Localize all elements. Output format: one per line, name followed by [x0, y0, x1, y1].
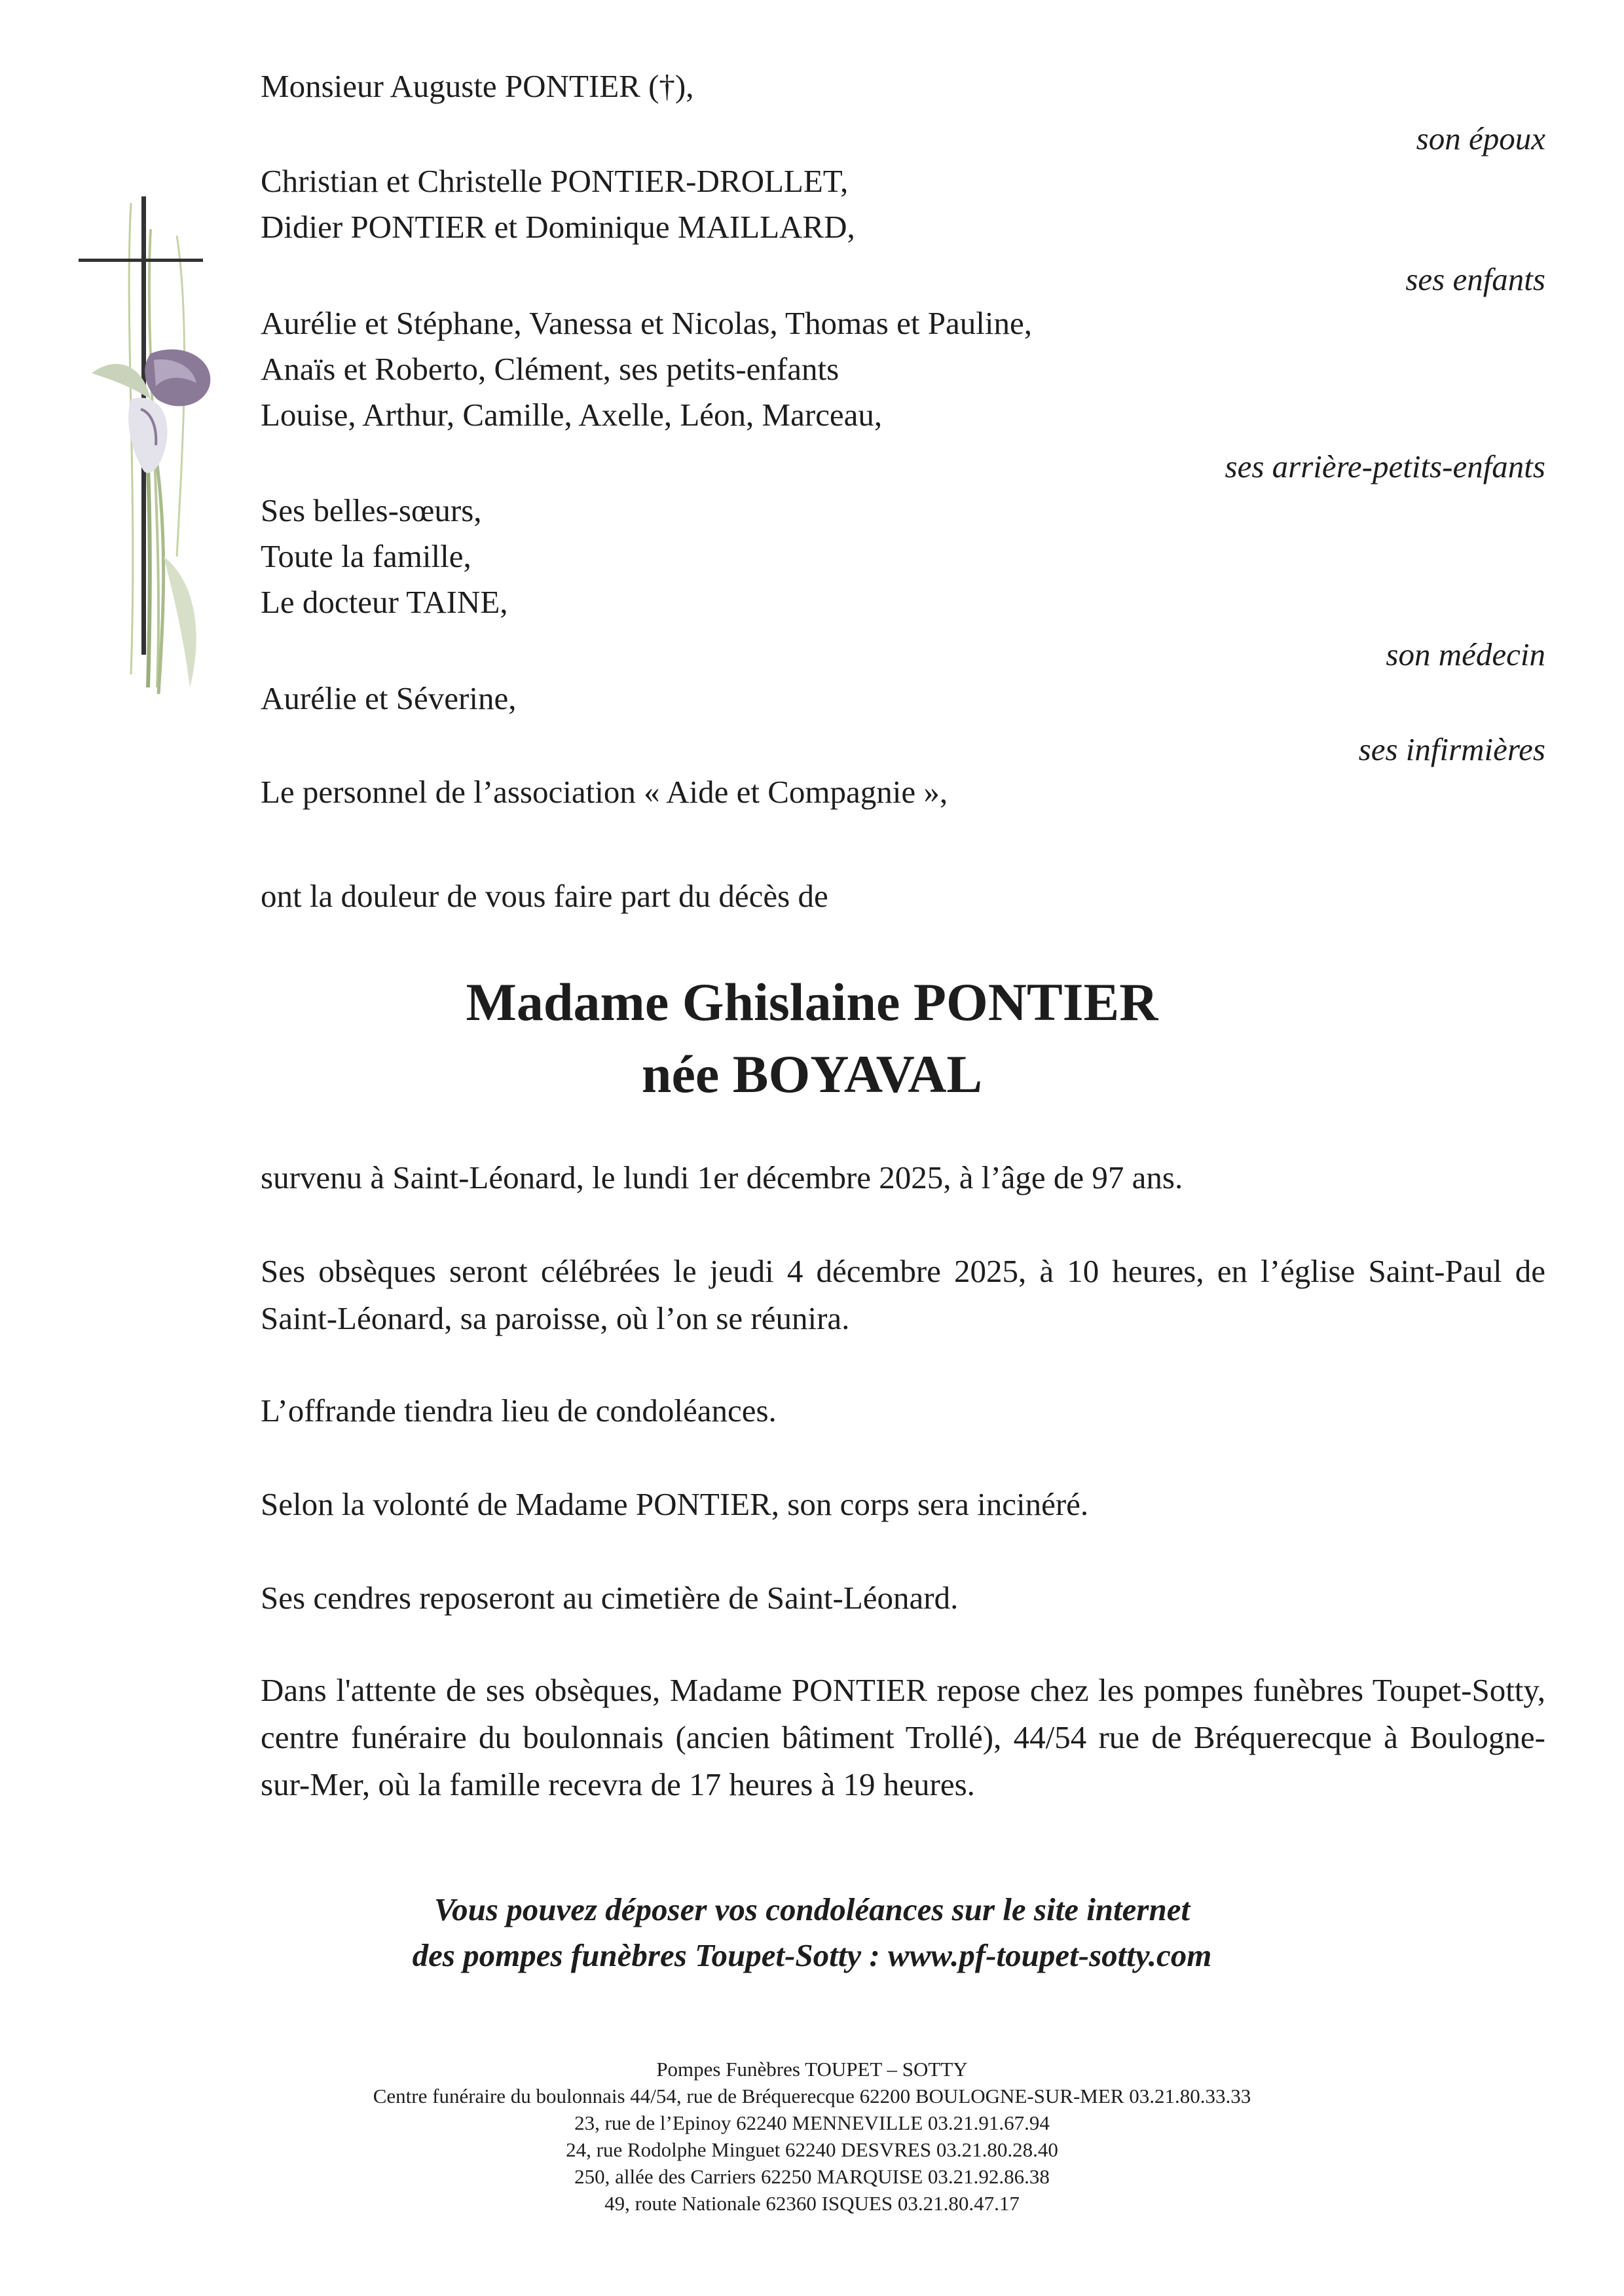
- nurses-role: ses infirmières: [1358, 731, 1545, 767]
- viewing-paragraph: Dans l'attente de ses obsèques, Madame PONTIER repose chez les pompes funèbres Toupet-Sotty, centre funéraire du boulonnais (ancien bâtiment Trollé), 44/54 rue de Bréquerecque à Boulogne-sur-Mer, où la famille recevra de 17 heures à 19 heures.: [261, 1672, 1545, 1802]
- deceased-maiden-name: née BOYAVAL: [641, 1044, 983, 1104]
- offering-paragraph: L’offrande tiendra lieu de condoléances.: [261, 1393, 777, 1429]
- cross-lily-icon: [52, 190, 223, 701]
- grandchildren-line-3: Louise, Arthur, Camille, Axelle, Léon, Marceau,: [261, 397, 883, 433]
- family-line: Toute la famille,: [261, 538, 471, 574]
- footer: [0, 2056, 1624, 2217]
- children-line-1: Christian et Christelle PONTIER-DROLLET,: [261, 163, 849, 199]
- nurses-line: Aurélie et Séverine,: [261, 680, 517, 716]
- cremation-paragraph: Selon la volonté de Madame PONTIER, son corps sera incinéré.: [261, 1486, 1089, 1522]
- children-line-2: Didier PONTIER et Dominique MAILLARD,: [261, 209, 855, 245]
- footer-address-3: 24, rue Rodolphe Minguet 62240 DESVRES 03.21.80.28.40: [566, 2138, 1058, 2161]
- footer-company: Pompes Funèbres TOUPET – SOTTY: [656, 2058, 968, 2081]
- children-role: ses enfants: [1405, 261, 1545, 297]
- funeral-paragraph: Ses obsèques seront célébrées le jeudi 4 décembre 2025, à 10 heures, en l’église Saint-Paul de Saint-Léonard, sa paroisse, où l’on se réunira.: [261, 1253, 1545, 1336]
- husband-line: Monsieur Auguste PONTIER (†),: [261, 68, 694, 104]
- in-laws-line: Ses belles-sœurs,: [261, 492, 482, 528]
- ashes-paragraph: Ses cendres reposeront au cimetière de Saint-Léonard.: [261, 1580, 959, 1616]
- footer-address-5: 49, route Nationale 62360 ISQUES 03.21.80.47.17: [604, 2192, 1020, 2215]
- deceased-name: Madame Ghislaine PONTIER: [466, 972, 1158, 1032]
- condolences-line-2: des pompes funèbres Toupet-Sotty : www.pf-toupet-sotty.com: [412, 1937, 1212, 1973]
- grandchildren-line-1: Aurélie et Stéphane, Vanessa et Nicolas, Thomas et Pauline,: [261, 305, 1032, 341]
- footer-address-4: 250, allée des Carriers 62250 MARQUISE 03.21.92.86.38: [574, 2165, 1050, 2188]
- doctor-line: Le docteur TAINE,: [261, 584, 508, 620]
- condolences-line-1: Vous pouvez déposer vos condoléances sur le site internet: [434, 1891, 1190, 1927]
- footer-address-1: Centre funéraire du boulonnais 44/54, rue de Bréquerecque 62200 BOULOGNE-SUR-MER 03.21.80.33.33: [373, 2085, 1251, 2107]
- husband-role: son époux: [1416, 120, 1545, 156]
- grandchildren-line-2: Anaïs et Roberto, Clément, ses petits-enfants: [261, 351, 840, 387]
- staff-line: Le personnel de l’association « Aide et Compagnie »,: [261, 774, 948, 810]
- announcement-line: ont la douleur de vous faire part du décès de: [261, 878, 828, 914]
- great-grandchildren-role: ses arrière-petits-enfants: [1225, 448, 1545, 484]
- doctor-role: son médecin: [1386, 636, 1545, 672]
- footer-address-2: 23, rue de l’Epinoy 62240 MENNEVILLE 03.21.91.67.94: [574, 2111, 1050, 2134]
- death-paragraph: survenu à Saint-Léonard, le lundi 1er décembre 2025, à l’âge de 97 ans.: [261, 1159, 1183, 1195]
